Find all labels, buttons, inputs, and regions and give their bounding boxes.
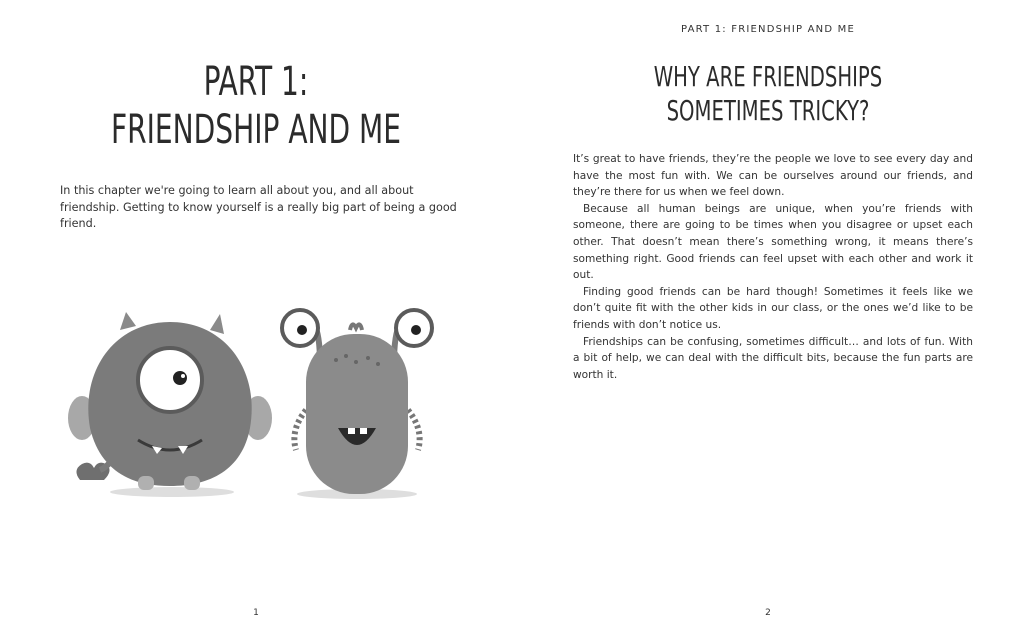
paragraph: Friendships can be confusing, sometimes difficult… and lots of fun. With a bit of help, we can deal with the difficult bits, because the fun parts are worth it. <box>573 335 973 381</box>
furry-monster <box>68 312 272 490</box>
chapter-title <box>56 58 455 154</box>
page-number-right: 2 <box>765 608 771 618</box>
monsters-illustration <box>60 300 460 510</box>
right-horn <box>210 314 224 334</box>
chapter-intro: In this chapter we're going to learn all about you, and all about friendship. Getting to know yourself is a really big part of being a good friend. <box>60 184 457 230</box>
left-horn <box>120 312 136 330</box>
paragraph: Finding good friends can be hard though! Sometimes it feels like we don’t quite fit with the other kids in our class, or the ones we’d like to be friends with don’t notice us. <box>573 285 973 331</box>
running-head: PART 1: FRIENDSHIP AND ME <box>681 24 855 35</box>
section-title-line1: WHY ARE FRIENDSHIPS <box>653 60 883 93</box>
furry-monster-shadow <box>110 487 234 497</box>
section-title <box>568 60 967 128</box>
page-number-left: 1 <box>253 608 259 618</box>
chapter-title-line2: FRIENDSHIP AND ME <box>111 107 401 153</box>
body-text <box>573 151 973 383</box>
paragraph: Because all human beings are unique, when you’re friends with someone, there are going to be times when you disagree or upset each other. That doesn’t mean there’s something wrong, it means there’s something right. Good friends can feel upset with each other and work it out. <box>573 202 973 282</box>
tall-monster <box>282 310 432 494</box>
tall-body <box>306 334 408 494</box>
paragraph: It’s great to have friends, they’re the people we love to see every day and have the most fun with. We can be ourselves around our friends, and they’re there for us when we feel down. <box>573 153 973 199</box>
chapter-title-line1: PART 1: <box>203 59 309 105</box>
section-title-line2: SOMETIMES TRICKY? <box>666 94 870 127</box>
right-page <box>512 0 1024 636</box>
